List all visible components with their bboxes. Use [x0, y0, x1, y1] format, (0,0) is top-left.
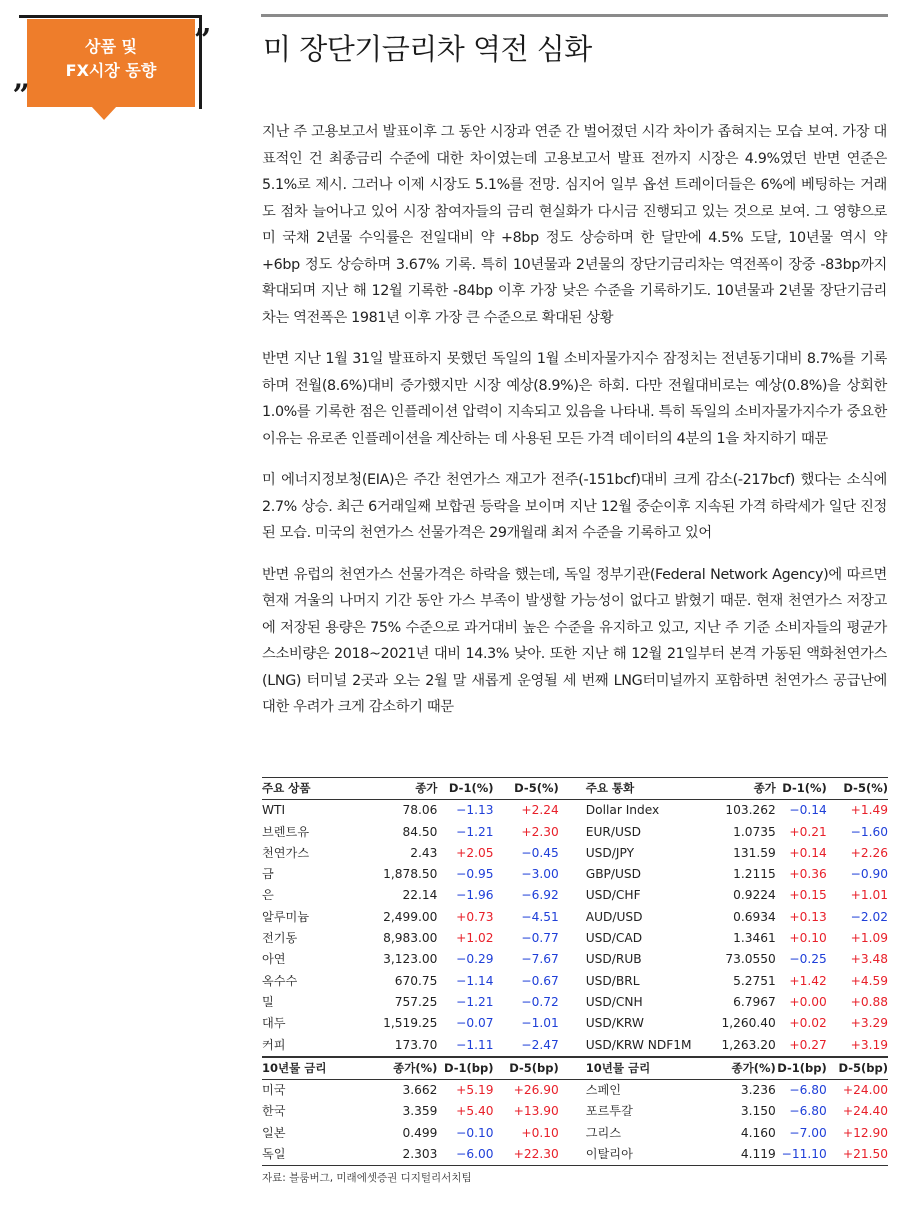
column-header: 종가(%): [354, 1057, 438, 1080]
table-cell: USD/CNH: [585, 994, 643, 1009]
table-cell: −1.96: [456, 888, 494, 903]
column-header: D-5(bp): [827, 1057, 888, 1080]
article-body: [262, 119, 887, 736]
table-row: [262, 907, 888, 928]
column-header: 종가: [694, 778, 776, 800]
table-cell: +26.90: [513, 1083, 559, 1098]
table-cell: 4.160: [740, 1125, 776, 1140]
table-header-row: [262, 1057, 888, 1080]
table-row: [262, 843, 888, 864]
table-cell: 670.75: [394, 973, 438, 988]
table-row: [262, 822, 888, 843]
table-cell: 2.303: [354, 1144, 438, 1166]
market-table: [262, 777, 888, 1166]
table-cell: USD/CHF: [585, 888, 641, 903]
table-cell: 0.499: [402, 1125, 438, 1140]
table-cell: 78.06: [402, 803, 438, 818]
table-row: [262, 1035, 888, 1057]
quote-open-mark: „: [13, 61, 31, 96]
paragraph: 반면 유럽의 천연가스 선물가격은 하락을 했는데, 독일 정부기관(Federal Network Agency)에 따르면 현재 겨울의 나머지 기간 동안 가스 부족이 발생할 가능성이 없다고 밝혔기 때문. 현재 천연가스 저장고에 저장된 용량은 75% 수준으로 과거대비 높은 수준을 유지하고 있고, 지난 주 기준 소비자들의 평균가스소비량은 2018~2021년 대비 14.3% 낮아. 또한 지난 해 12월 21일부터 본격 가동된 액화천연가스(LNG) 터미널 2곳과 오는 2월 말 새롭게 운영될 세 번째 LNG터미널까지 포함하면 천연가스 공급난에 대한 우려가 크게 감소하기 때문: [262, 566, 887, 715]
badge-label: [27, 35, 195, 83]
page-title: 미 장단기금리차 역전 심화: [263, 32, 592, 66]
paragraph: 반면 지난 1월 31일 발표하지 못했던 독일의 1월 소비자물가지수 잠정치는 전년동기대비 8.7%를 기록하며 전월(8.6%)대비 증가했지만 시장 예상(8.9%)은 하회. 다만 전월대비로는 예상(0.8%)을 상회한 1.0%를 기록한 점은 인플레이션 압력이 지속되고 있음을 나타내. 특히 독일의 소비자물가지수가 중요한 이유는 유로존 인플레이션을 계산하는 데 사용된 모든 가격 데이터의 4분의 1을 차지하기 때문: [262, 351, 887, 447]
table-cell: −6.80: [789, 1083, 827, 1098]
table-cell: 은: [262, 888, 274, 903]
table-cell: −0.07: [456, 1016, 494, 1031]
table-cell: +21.50: [827, 1144, 888, 1166]
table-cell: +12.90: [842, 1125, 888, 1140]
table-cell: 브렌트유: [262, 824, 310, 839]
table-cell: 커피: [262, 1035, 354, 1057]
table-cell: 포르투갈: [585, 1104, 633, 1119]
table-cell: −0.72: [521, 994, 559, 1009]
table-cell: 173.70: [354, 1035, 438, 1057]
table-cell: −4.51: [521, 909, 559, 924]
table-cell: +5.40: [456, 1104, 494, 1119]
source-note: 자료: 블룸버그, 미래에셋증권 디지털리서치팀: [262, 1172, 472, 1184]
table-cell: +22.30: [493, 1144, 558, 1166]
table-cell: +1.01: [850, 888, 888, 903]
column-header: D-5(%): [827, 778, 888, 800]
table-cell: +0.21: [789, 824, 827, 839]
table-cell: −0.29: [456, 952, 494, 967]
table-cell: 1.2115: [733, 867, 776, 882]
column-header: 10년물 금리: [262, 1057, 354, 1080]
top-rule: [261, 14, 888, 17]
table-cell: −11.10: [776, 1144, 827, 1166]
table-cell: 독일: [262, 1144, 354, 1166]
column-header: D-1(%): [437, 778, 493, 800]
table-cell: +13.90: [513, 1104, 559, 1119]
table-cell: −0.95: [456, 867, 494, 882]
table-cell: Dollar Index: [585, 803, 660, 818]
table-row: [262, 885, 888, 906]
table-cell: +3.19: [827, 1035, 888, 1057]
column-header: 주요 상품: [262, 778, 354, 800]
table-cell: +1.02: [456, 931, 494, 946]
table-cell: 1,260.40: [721, 1016, 776, 1031]
table-cell: 2,499.00: [383, 909, 438, 924]
table-cell: 2.43: [410, 845, 438, 860]
table-row: [262, 949, 888, 970]
table-cell: −0.25: [789, 952, 827, 967]
table-cell: 미국: [262, 1083, 286, 1098]
table-cell: 전기동: [262, 931, 298, 946]
table-cell: +0.73: [456, 909, 494, 924]
table-cell: 1.0735: [733, 824, 776, 839]
table-cell: +2.24: [521, 803, 559, 818]
table-cell: 73.0550: [725, 952, 776, 967]
table-cell: 0.9224: [733, 888, 776, 903]
table-cell: +0.02: [789, 1016, 827, 1031]
table-row: [262, 1013, 888, 1034]
table-cell: USD/RUB: [585, 952, 642, 967]
table-cell: +0.10: [521, 1125, 559, 1140]
table-cell: +24.40: [842, 1104, 888, 1119]
table-cell: −1.21: [456, 824, 494, 839]
table-cell: +0.36: [789, 867, 827, 882]
table-cell: 3.359: [402, 1104, 438, 1119]
table-cell: +0.88: [850, 994, 888, 1009]
table-cell: 3.662: [402, 1083, 438, 1098]
badge-line-1: 상품 및: [85, 37, 137, 56]
table-cell: +24.00: [842, 1083, 888, 1098]
table-cell: −0.10: [456, 1125, 494, 1140]
table-cell: 5.2751: [733, 973, 776, 988]
table-cell: +5.19: [456, 1083, 494, 1098]
column-header: 주요 통화: [559, 778, 694, 800]
table-cell: +0.13: [789, 909, 827, 924]
table-cell: +0.27: [776, 1035, 827, 1057]
table-cell: 이탈리아: [559, 1144, 694, 1166]
table-row: [262, 864, 888, 885]
table-cell: USD/BRL: [585, 973, 640, 988]
table-cell: +1.09: [850, 931, 888, 946]
table-row: [262, 800, 888, 822]
table-cell: −0.67: [521, 973, 559, 988]
table-cell: −1.01: [521, 1016, 559, 1031]
table-cell: USD/JPY: [585, 845, 635, 860]
table-row: [262, 1080, 888, 1102]
table-cell: +1.42: [789, 973, 827, 988]
table-cell: −0.45: [521, 845, 559, 860]
table-header-row: [262, 778, 888, 800]
table-cell: −7.00: [789, 1125, 827, 1140]
table-row: [262, 928, 888, 949]
table-cell: −2.47: [493, 1035, 558, 1057]
table-cell: 103.262: [725, 803, 776, 818]
table-cell: −0.77: [521, 931, 559, 946]
table-cell: +0.15: [789, 888, 827, 903]
table-cell: +3.29: [850, 1016, 888, 1031]
table-cell: +4.59: [850, 973, 888, 988]
table-cell: −7.67: [521, 952, 559, 967]
table-cell: 1,519.25: [383, 1016, 438, 1031]
table-cell: 대두: [262, 1016, 286, 1031]
table-cell: EUR/USD: [585, 824, 641, 839]
table-cell: 131.59: [733, 845, 776, 860]
column-header: D-5(bp): [493, 1057, 558, 1080]
column-header: D-1(bp): [437, 1057, 493, 1080]
table-cell: +0.14: [789, 845, 827, 860]
table-cell: 1.3461: [733, 931, 776, 946]
table-cell: 1,263.20: [694, 1035, 776, 1057]
table-cell: 84.50: [402, 824, 438, 839]
table-cell: −6.92: [521, 888, 559, 903]
table-cell: USD/KRW: [585, 1016, 644, 1031]
table-cell: 한국: [262, 1104, 286, 1119]
table-cell: 0.6934: [733, 909, 776, 924]
table-cell: 밀: [262, 994, 274, 1009]
badge-line-2: FX시장 동향: [65, 61, 157, 80]
table-cell: AUD/USD: [585, 909, 643, 924]
table-cell: +2.30: [521, 824, 559, 839]
table-cell: WTI: [262, 803, 286, 818]
table-cell: USD/KRW NDF1M: [559, 1035, 694, 1057]
table-cell: 8,983.00: [383, 931, 438, 946]
table-cell: 3,123.00: [383, 952, 438, 967]
table-cell: 금: [262, 867, 274, 882]
table-cell: 6.7967: [733, 994, 776, 1009]
table-cell: −1.13: [456, 803, 494, 818]
table-cell: 옥수수: [262, 973, 298, 988]
paragraph: 미 에너지정보청(EIA)은 주간 천연가스 재고가 전주(-151bcf)대비 크게 감소(-217bcf) 했다는 소식에 2.7% 상승. 최근 6거래일째 보합권 등락을 보이며 지난 12월 중순이후 지속된 가격 하락세가 일단 진정된 모습. 미국의 천연가스 선물가격은 29개월래 최저 수준을 기록하고 있어: [262, 472, 887, 541]
table-cell: 아연: [262, 952, 286, 967]
paragraph: 지난 주 고용보고서 발표이후 그 동안 시장과 연준 간 벌어졌던 시각 차이가 좁혀지는 모습 보여. 가장 대표적인 건 최종금리 수준에 대한 차이였는데 고용보고서 발표 전까지 시장은 4.9%였던 반면 연준은 5.1%로 제시. 그러나 이제 시장도 5.1%를 전망. 심지어 일부 옵션 트레이더들은 6%에 베팅하는 거래도 점차 늘어나고 있어 시장 참여자들의 금리 현실화가 다시금 진행되고 있는 것으로 보여. 그 영향으로 미 국채 2년물 수익률은 전일대비 약 +8bp 정도 상승하며 한 달만에 4.5% 도달, 10년물 역시 약 +6bp 정도 상승하며 3.67% 기록. 특히 10년물과 2년물의 장단기금리차는 역전폭이 장중 -83bp까지 확대되며 지난 해 12월 기록한 -84bp 이후 가장 낮은 수준을 기록하기도. 10년물과 2년물 장단기금리차는 역전폭은 1981년 이후 가장 큰 수준으로 확대된 상황: [262, 124, 887, 326]
table-cell: +0.00: [789, 994, 827, 1009]
table-cell: USD/CAD: [585, 931, 643, 946]
table-cell: −0.90: [850, 867, 888, 882]
table-cell: +0.10: [789, 931, 827, 946]
table-cell: +3.48: [850, 952, 888, 967]
table-cell: +1.49: [850, 803, 888, 818]
table-cell: 알루미늄: [262, 909, 310, 924]
table-cell: −0.14: [789, 803, 827, 818]
table-cell: −1.14: [456, 973, 494, 988]
table-cell: GBP/USD: [585, 867, 642, 882]
table-row: [262, 992, 888, 1013]
table-row: [262, 1144, 888, 1166]
table-cell: 그리스: [585, 1125, 622, 1140]
table-row: [262, 1123, 888, 1144]
table-cell: +2.05: [456, 845, 494, 860]
table-cell: −1.11: [437, 1035, 493, 1057]
table-cell: +2.26: [850, 845, 888, 860]
quote-close-mark: ”: [194, 23, 212, 58]
column-header: D-1(bp): [776, 1057, 827, 1080]
table-cell: 757.25: [394, 994, 438, 1009]
table-cell: −6.00: [437, 1144, 493, 1166]
column-header: 종가(%): [694, 1057, 776, 1080]
table-cell: −1.60: [850, 824, 888, 839]
table-cell: −6.80: [789, 1104, 827, 1119]
badge-tail: [91, 106, 117, 120]
table-cell: 일본: [262, 1125, 286, 1140]
table-cell: −2.02: [850, 909, 888, 924]
table-cell: 22.14: [402, 888, 438, 903]
table-cell: 3.150: [740, 1104, 776, 1119]
table-row: [262, 1101, 888, 1122]
table-cell: −1.21: [456, 994, 494, 1009]
table-cell: 천연가스: [262, 845, 310, 860]
column-header: 종가: [354, 778, 438, 800]
column-header: D-1(%): [776, 778, 827, 800]
column-header: D-5(%): [493, 778, 558, 800]
column-header: 10년물 금리: [559, 1057, 694, 1080]
table-row: [262, 971, 888, 992]
table-cell: −3.00: [521, 867, 559, 882]
table-cell: 1,878.50: [383, 867, 438, 882]
table-cell: 4.119: [694, 1144, 776, 1166]
table-cell: 3.236: [740, 1083, 776, 1098]
table-cell: 스페인: [585, 1083, 622, 1098]
